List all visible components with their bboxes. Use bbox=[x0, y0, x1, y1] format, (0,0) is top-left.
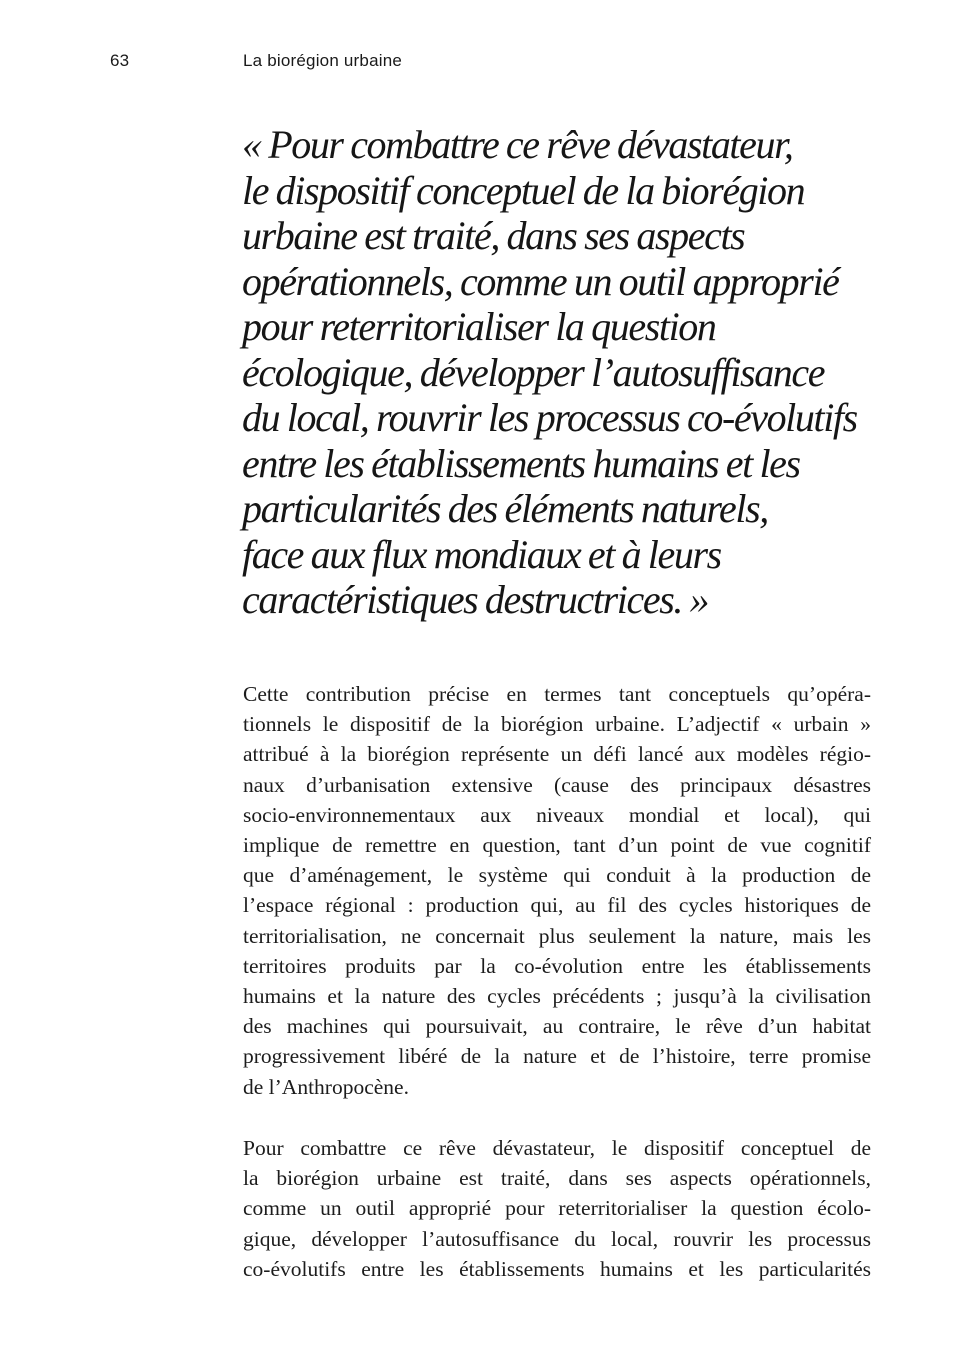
pull-quote-line: face aux flux mondiaux et à leurs bbox=[242, 531, 721, 577]
body-paragraph-1 bbox=[243, 679, 871, 1102]
text-line: des machines qui poursuivait, au contraire, le rêve d’un habitat bbox=[243, 1014, 871, 1039]
pull-quote-line: caractéristiques destructrices. » bbox=[242, 577, 709, 622]
text-line: l’espace régional : production qui, au fil des cycles historiques de bbox=[243, 893, 871, 918]
pull-quote-line: entre les établissements humains et les bbox=[242, 440, 800, 486]
body-paragraph-2 bbox=[243, 1133, 871, 1284]
text-line: comme un outil approprié pour reterritorialiser la question écolo- bbox=[243, 1196, 871, 1221]
page-number: 63 bbox=[110, 51, 130, 70]
pull-quote-line: « Pour combattre ce rêve dévastateur, bbox=[242, 122, 793, 167]
text-line: tionnels le dispositif de la biorégion urbaine. L’adjectif « urbain » bbox=[243, 712, 871, 737]
pull-quote-line: le dispositif conceptuel de la biorégion bbox=[242, 167, 805, 213]
text-line: gique, développer l’autosuffisance du local, rouvrir les processus bbox=[243, 1226, 871, 1251]
text-line: attribué à la biorégion représente un défi lancé aux modèles régio- bbox=[243, 742, 871, 767]
text-line: socio-environnementaux aux niveaux mondial et local), qui bbox=[243, 802, 871, 827]
text-line: implique de remettre en question, tant d’un point de vue cognitif bbox=[243, 833, 871, 858]
pull-quote-line: opérationnels, comme un outil approprié bbox=[242, 258, 839, 304]
text-line: la biorégion urbaine est traité, dans ses aspects opérationnels, bbox=[243, 1166, 871, 1191]
text-line: de l’Anthropocène. bbox=[243, 1074, 409, 1099]
pull-quote-line: écologique, développer l’autosuffisance bbox=[242, 349, 825, 395]
text-line: co-évolutifs entre les établissements humains et les particularités bbox=[243, 1256, 871, 1281]
pull-quote-line: particularités des éléments naturels, bbox=[242, 486, 768, 531]
pull-quote-line: du local, rouvrir les processus co-évolutifs bbox=[242, 395, 857, 440]
text-line: territorialisation, ne concernait plus seulement la nature, mais les bbox=[243, 923, 871, 948]
text-line: Cette contribution précise en termes tant conceptuels qu’opéra- bbox=[243, 682, 871, 706]
text-line: progressivement libéré de la nature et de l’histoire, terre promise bbox=[243, 1044, 871, 1069]
text-line: que d’aménagement, le système qui conduit à la production de bbox=[243, 863, 871, 888]
text-line: humains et la nature des cycles précédents ; jusqu’à la civilisation bbox=[243, 984, 871, 1009]
text-line: naux d’urbanisation extensive (cause des principaux désastres bbox=[243, 772, 871, 797]
pull-quote-line: pour reterritorialiser la question bbox=[242, 304, 716, 349]
pull-quote-line: urbaine est traité, dans ses aspects bbox=[242, 213, 745, 258]
text-line: territoires produits par la co-évolution entre les établissements bbox=[243, 953, 871, 978]
text-line: Pour combattre ce rêve dévastateur, le dispositif conceptuel de bbox=[243, 1136, 871, 1160]
running-title: La biorégion urbaine bbox=[243, 51, 403, 70]
pull-quote bbox=[242, 122, 892, 623]
